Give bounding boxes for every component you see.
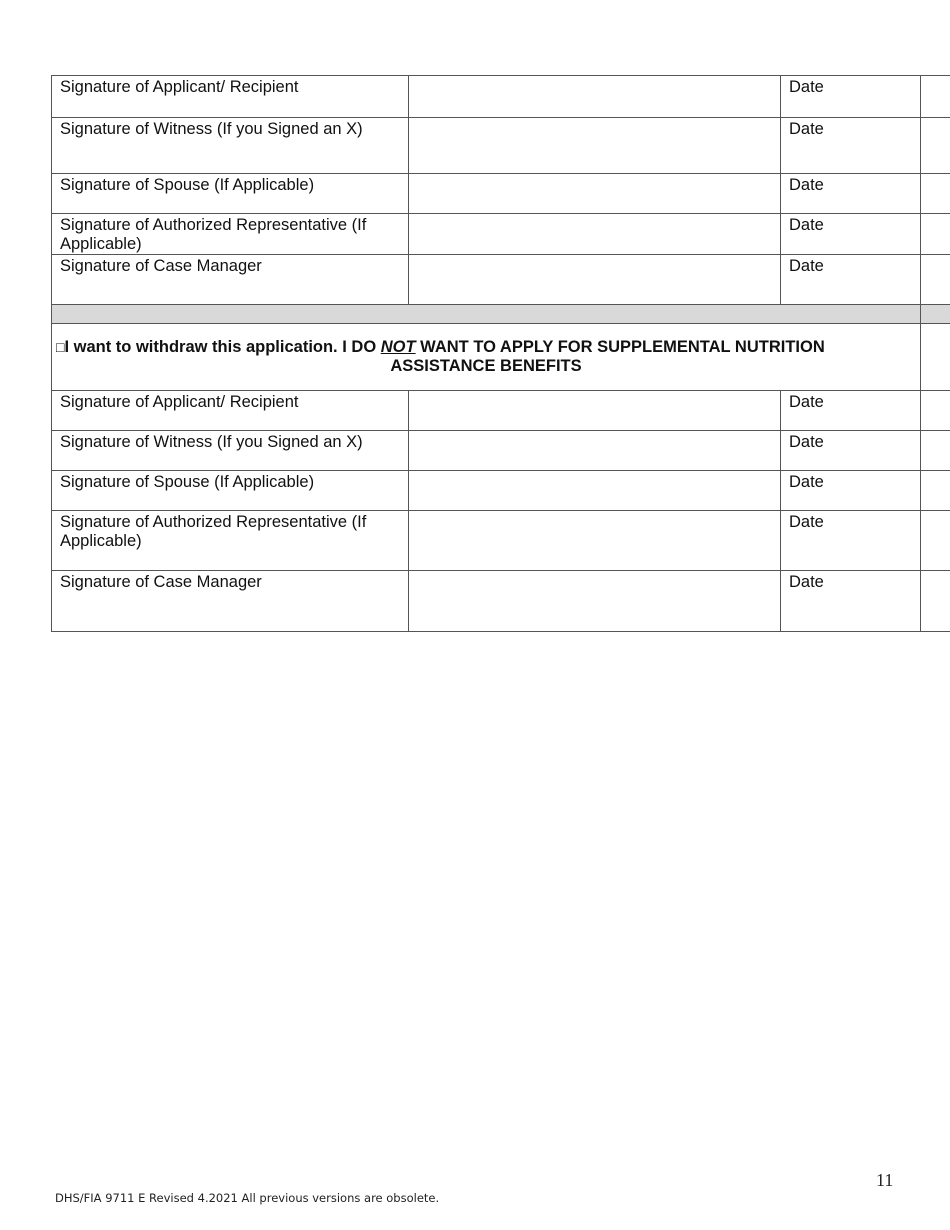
extra-cell [921, 511, 950, 571]
signature-field[interactable] [409, 214, 781, 255]
signature-field[interactable] [409, 174, 781, 214]
date-field[interactable]: Date [781, 391, 921, 431]
signature-row-case-manager [52, 255, 950, 305]
signature-label: Signature of Case Manager [52, 571, 409, 632]
date-field[interactable]: Date [781, 214, 921, 255]
signature-label: Signature of Applicant/ Recipient [52, 76, 409, 118]
extra-cell [921, 324, 950, 391]
extra-cell [921, 471, 950, 511]
extra-cell [921, 431, 950, 471]
withdraw-checkbox[interactable]: □ [56, 339, 65, 355]
withdraw-line-1 [56, 338, 916, 357]
signature-label: Signature of Authorized Representative (If Applicable) [52, 214, 409, 255]
withdraw-text-before: I want to withdraw this application. I DO [64, 338, 381, 356]
signature-field[interactable] [409, 255, 781, 305]
gray-separator [52, 305, 921, 324]
extra-cell [921, 305, 950, 324]
signature-field[interactable] [409, 431, 781, 471]
date-field[interactable]: Date [781, 471, 921, 511]
extra-cell [921, 76, 950, 118]
extra-cell [921, 571, 950, 632]
date-field[interactable]: Date [781, 174, 921, 214]
date-field[interactable]: Date [781, 255, 921, 305]
signature-row-applicant-2 [52, 391, 950, 431]
signature-row-case-manager-2 [52, 571, 950, 632]
signature-row-representative [52, 214, 950, 255]
date-field[interactable]: Date [781, 118, 921, 174]
extra-cell [921, 118, 950, 174]
form-footer: DHS/FIA 9711 E Revised 4.2021 All previous versions are obsolete. [55, 1191, 440, 1205]
signature-field[interactable] [409, 571, 781, 632]
extra-cell [921, 174, 950, 214]
signature-field[interactable] [409, 471, 781, 511]
separator-row [52, 305, 950, 324]
signature-label: Signature of Applicant/ Recipient [52, 391, 409, 431]
extra-cell [921, 391, 950, 431]
signature-label: Signature of Witness (If you Signed an X) [52, 431, 409, 471]
signature-row-witness-2 [52, 431, 950, 471]
withdraw-not-word: NOT [380, 338, 416, 356]
signature-label: Signature of Witness (If you Signed an X) [52, 118, 409, 174]
page-number: 11 [876, 1170, 894, 1190]
signature-label: Signature of Spouse (If Applicable) [52, 174, 409, 214]
signature-row-applicant [52, 76, 950, 118]
signature-row-representative-2 [52, 511, 950, 571]
signature-field[interactable] [409, 76, 781, 118]
signature-row-spouse-2 [52, 471, 950, 511]
withdraw-text-after: WANT TO APPLY FOR SUPPLEMENTAL NUTRITION [415, 338, 825, 356]
signature-field[interactable] [409, 118, 781, 174]
withdraw-line-2: ASSISTANCE BENEFITS [390, 357, 582, 375]
date-field[interactable]: Date [781, 431, 921, 471]
signature-table [51, 75, 950, 632]
date-field[interactable]: Date [781, 511, 921, 571]
date-field[interactable]: Date [781, 76, 921, 118]
signature-label: Signature of Case Manager [52, 255, 409, 305]
signature-label: Signature of Authorized Representative (If Applicable) [52, 511, 409, 571]
signature-row-witness [52, 118, 950, 174]
date-field[interactable]: Date [781, 571, 921, 632]
extra-cell [921, 255, 950, 305]
withdraw-statement [52, 324, 921, 391]
signature-field[interactable] [409, 511, 781, 571]
signature-label: Signature of Spouse (If Applicable) [52, 471, 409, 511]
withdraw-row [52, 324, 950, 391]
signature-field[interactable] [409, 391, 781, 431]
signature-row-spouse [52, 174, 950, 214]
extra-cell [921, 214, 950, 255]
